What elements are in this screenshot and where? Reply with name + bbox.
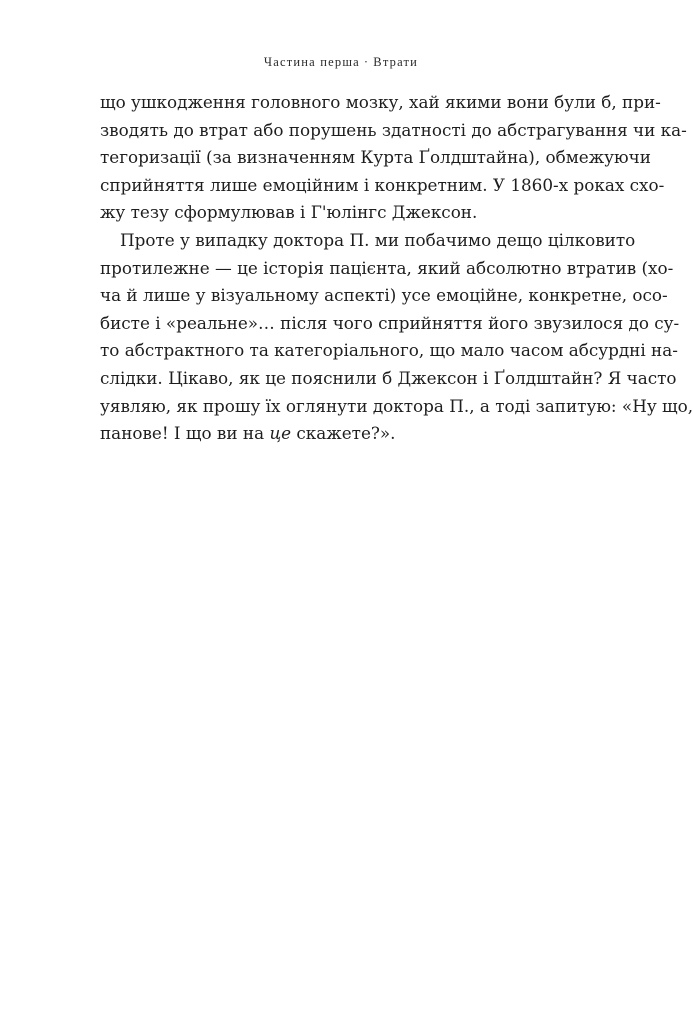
text-fragment: скажете?». <box>291 423 396 444</box>
text-line: Проте у випадку доктора П. ми побачимо дещо цілковито <box>120 229 636 250</box>
text-line: що ушкодження головного мозку, хай якими вони були б, при- <box>100 92 661 112</box>
text-line: протилежне — це історія пацієнта, який абсолютно втратив (хо- <box>100 257 674 278</box>
text-line: уявляю, як прошу їх оглянути доктора П., а тоді запитую: «Ну що, <box>100 395 693 416</box>
text-line: жу тезу сформулював і Г'юлінгс Джексон. <box>100 202 478 223</box>
text-line <box>100 420 578 448</box>
running-header <box>0 55 682 70</box>
part-title: Частина перша <box>263 55 360 69</box>
text-line: сприйняття лише емоційним і конкретним. У 1860-х роках схо- <box>100 174 665 195</box>
emphasis-word: це <box>269 423 292 444</box>
paragraph-1 <box>100 89 687 227</box>
body-text <box>100 89 693 448</box>
text-line: слідки. Цікаво, як це пояснили б Джексон і Ґолдштайн? Я часто <box>100 367 677 388</box>
text-line: тегоризації (за визначенням Курта Ґолдштайна), обмежуючи <box>100 147 651 168</box>
text-fragment: панове! І що ви на <box>100 423 270 444</box>
text-line: ча й лише у візуальному аспекті) усе емоційне, конкретне, осо- <box>100 285 668 306</box>
text-line: то абстрактного та категоріального, що мало часом абсурдні на- <box>100 340 678 361</box>
text-line: бисте і «реальне»… після чого сприйняття його звузилося до су- <box>100 312 680 333</box>
paragraph-2 <box>100 227 693 448</box>
header-separator: · <box>363 55 370 69</box>
chapter-title: Втрати <box>373 55 419 69</box>
text-line: зводять до втрат або порушень здатності до абстрагування чи ка- <box>100 119 687 140</box>
